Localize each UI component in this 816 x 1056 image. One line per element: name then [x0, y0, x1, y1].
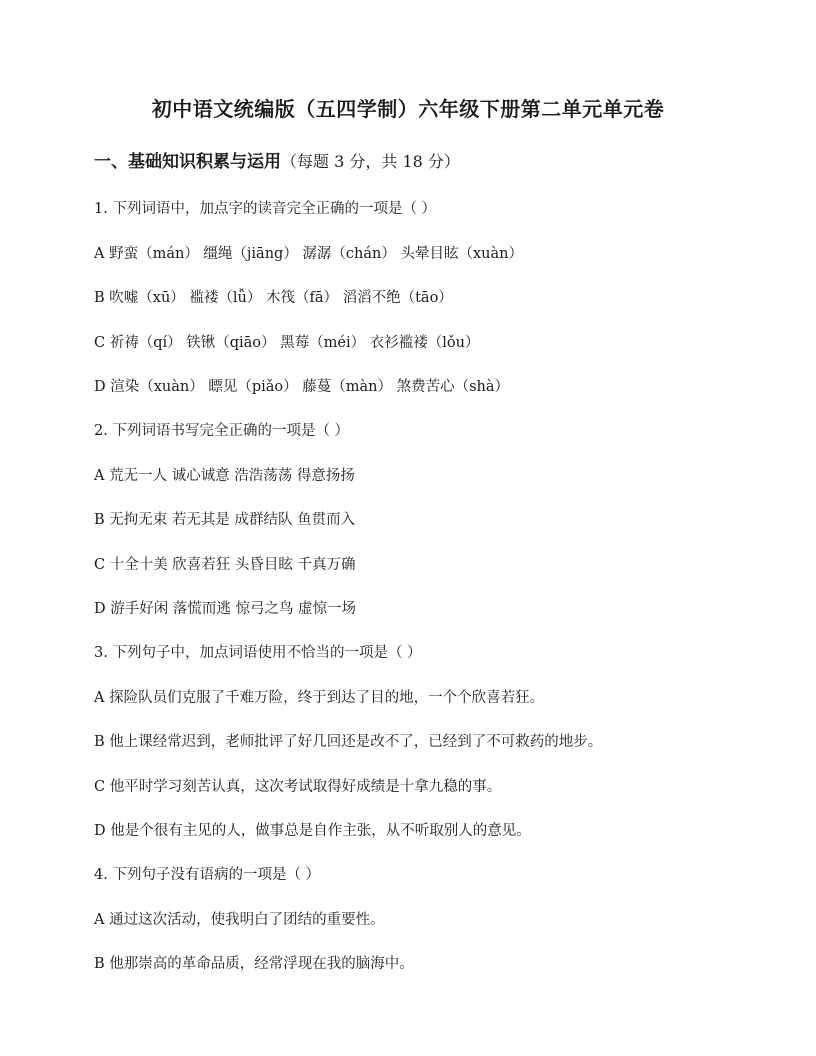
document-title: 初中语文统编版（五四学制）六年级下册第二单元单元卷: [151, 97, 665, 121]
question-2-option-d: D 游手好闲 落慌而逃 惊弓之鸟 虚惊一场: [94, 601, 357, 617]
question-3-stem: 3. 下列句子中，加点词语使用不恰当的一项是（ ）: [94, 645, 422, 661]
section-heading: [94, 149, 460, 175]
section-scoring-note: （每题 3 分，共 18 分）: [281, 152, 460, 171]
question-4-option-a: A 通过这次活动，使我明白了团结的重要性。: [94, 912, 385, 928]
question-1-stem: 1. 下列词语中，加点字的读音完全正确的一项是（ ）: [94, 201, 437, 217]
question-3-option-a: A 探险队员们克服了千难万险，终于到达了目的地，一个个欣喜若狂。: [94, 690, 545, 706]
question-2-option-a: A 荒无一人 诚心诚意 浩浩荡荡 得意扬扬: [94, 468, 355, 484]
question-1-option-c: C 祈祷（qí） 铁锹（qiāo） 黑莓（méi） 衣衫褴褛（lǒu）: [94, 335, 480, 351]
section-heading-label: 一、基础知识积累与运用: [94, 152, 281, 172]
question-4-stem: 4. 下列句子没有语病的一项是（ ）: [94, 867, 321, 883]
question-4-option-b: B 他那崇高的革命品质，经常浮现在我的脑海中。: [94, 956, 414, 972]
question-2-option-c: C 十全十美 欣喜若狂 头昏目眩 千真万确: [94, 557, 356, 573]
question-2-option-b: B 无拘无束 若无其是 成群结队 鱼贯而入: [94, 512, 356, 528]
question-2-stem: 2. 下列词语书写完全正确的一项是（ ）: [94, 423, 350, 439]
question-1-option-a: A 野蛮（mán） 缰绳（jiāng） 潺潺（chán） 头晕目眩（xuàn）: [94, 246, 523, 262]
question-1-option-b: B 吹嘘（xū） 褴褛（lǚ） 木筏（fā） 滔滔不绝（tāo）: [94, 290, 453, 306]
question-1-option-d: D 渲染（xuàn） 瞟见（piǎo） 藤蔓（màn） 煞费苦心（shà）: [94, 379, 510, 395]
question-3-option-c: C 他平时学习刻苦认真，这次考试取得好成绩是十拿九稳的事。: [94, 779, 502, 795]
question-3-option-d: D 他是个很有主见的人，做事总是自作主张，从不听取别人的意见。: [94, 823, 531, 839]
question-3-option-b: B 他上课经常迟到，老师批评了好几回还是改不了，已经到了不可救药的地步。: [94, 734, 603, 750]
